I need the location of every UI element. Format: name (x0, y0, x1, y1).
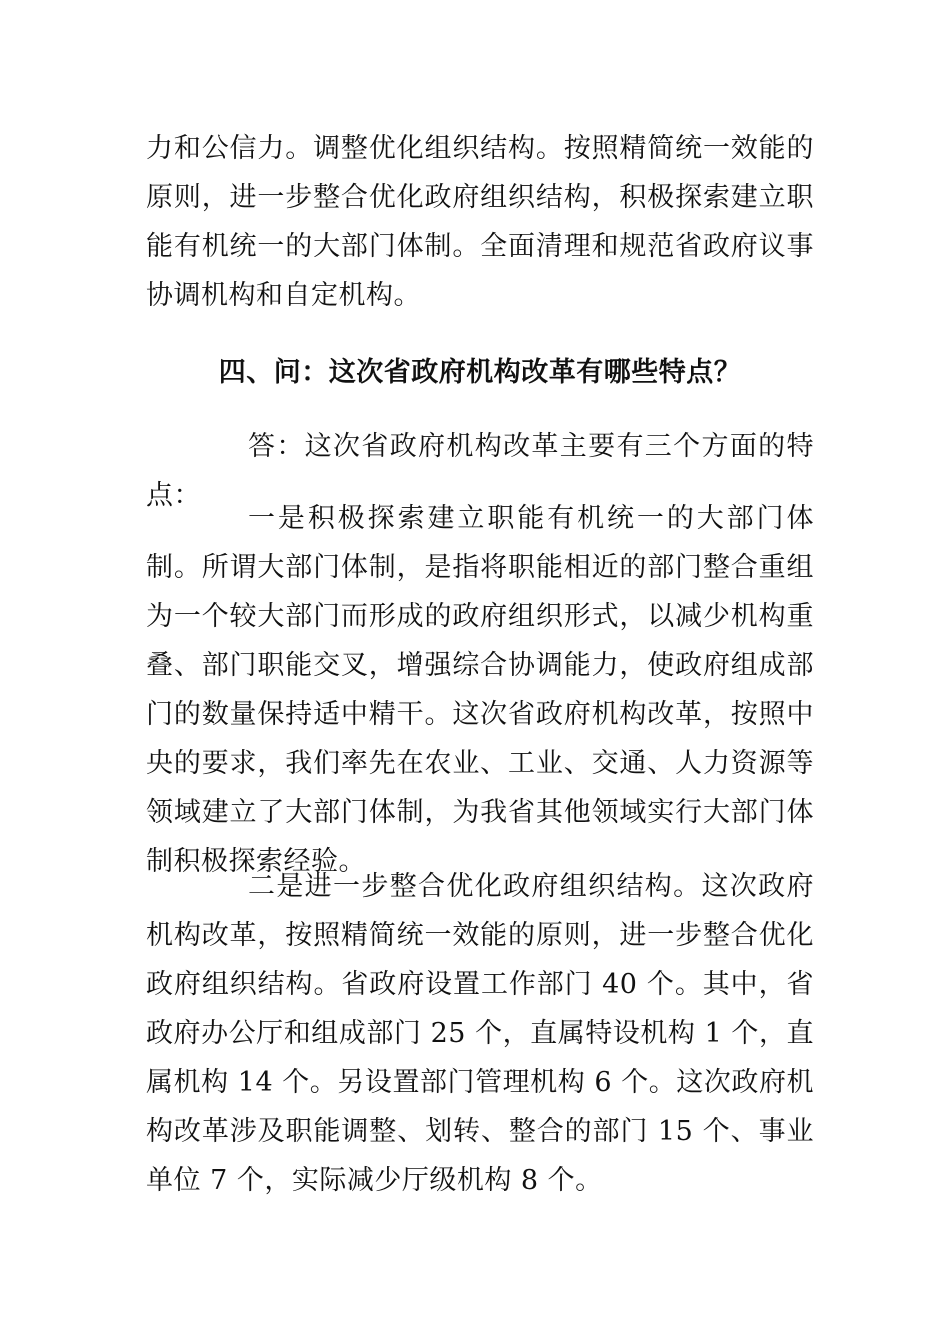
continued-paragraph: 力和公信力。调整优化组织结构。按照精简统一效能的原则，进一步整合优化政府组织结构，积极探索建立职能有机统一的大部门体制。全面清理和规范省政府议事协调机构和自定机构。 (146, 133, 814, 311)
section-heading: 四、问：这次省政府机构改革有哪些特点？ (218, 357, 742, 388)
point-two-paragraph: 二是进一步整合优化政府组织结构。这次政府机构改革，按照精简统一效能的原则，进一步整合优化政府组织结构。省政府设置工作部门 40 个。其中，省政府办公厅和组成部门 25 个，直属特设机构 1 个，直属机构 14 个。另设置部门管理机构 6 个。这次政府机构改革涉及职能调整、划转、整合的部门 15 个、事业单位 7 个，实际减少厅级机构 8 个。 (146, 871, 814, 1196)
point-one-paragraph: 一是积极探索建立职能有机统一的大部门体制。所谓大部门体制，是指将职能相近的部门整合重组为一个较大部门而形成的政府组织形式，以减少机构重叠、部门职能交叉，增强综合协调能力，使政府组成部门的数量保持适中精干。这次省政府机构改革，按照中央的要求，我们率先在农业、工业、交通、人力资源等领域建立了大部门体制，为我省其他领域实行大部门体制积极探索经验。 (146, 503, 814, 877)
answer-intro-paragraph: 答：这次省政府机构改革主要有三个方面的特点： (146, 431, 814, 511)
